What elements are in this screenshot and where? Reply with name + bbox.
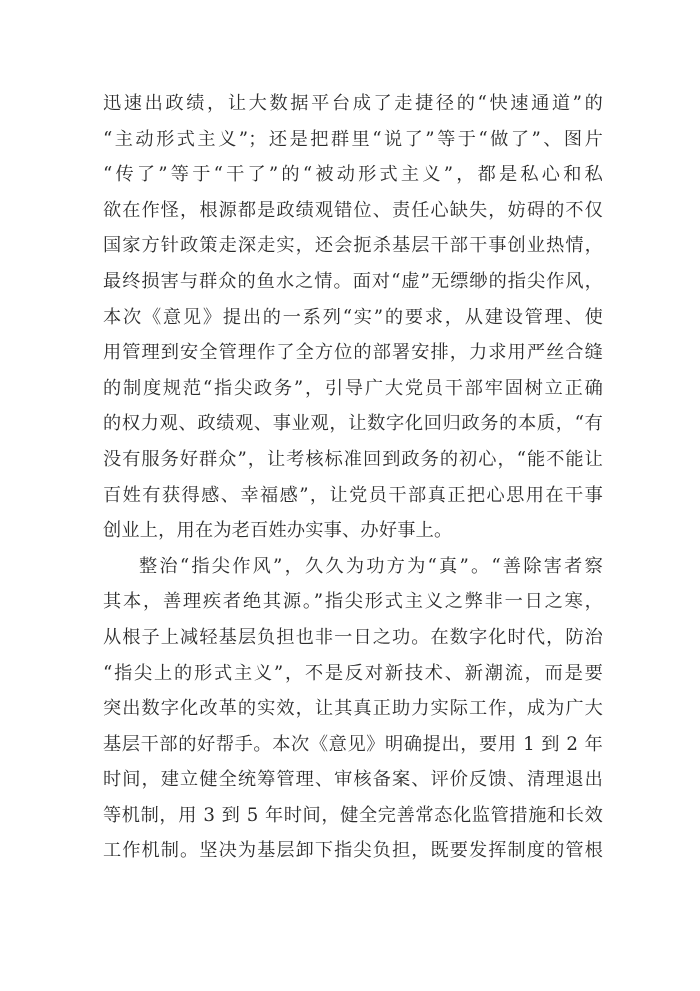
text-line: 其本，善理疾者绝其源。”指尖形式主义之弊非一日之寒， bbox=[103, 591, 603, 613]
text-line: 的权力观、政绩观、事业观，让数字化回归政务的本质，“有 bbox=[103, 413, 603, 435]
text-line: 最终损害与群众的鱼水之情。面对“虚”无缥缈的指尖作风， bbox=[103, 270, 603, 292]
text-line: 百姓有获得感、幸福感”，让党员干部真正把心思用在干事 bbox=[103, 484, 603, 506]
text-line: 从根子上减轻基层负担也非一日之功。在数字化时代，防治 bbox=[103, 626, 603, 648]
text-line: 迅速出政绩，让大数据平台成了走捷径的“快速通道”的 bbox=[103, 93, 603, 114]
paragraph-2 bbox=[103, 549, 603, 869]
text-line: 的制度规范“指尖政务”，引导广大党员干部牢固树立正确 bbox=[103, 377, 603, 399]
text-line: “主动形式主义”；还是把群里“说了”等于“做了”、图片 bbox=[103, 128, 603, 150]
text-line: 欲在作怪，根源都是政绩观错位、责任心缺失，妨碍的不仅 bbox=[103, 199, 603, 221]
body-text bbox=[103, 86, 603, 869]
text-line: 没有服务好群众”，让考核标准回到政务的初心，“能不能让 bbox=[103, 448, 603, 470]
text-line: 等机制，用 3 到 5 年时间，健全完善常态化监管措施和长效 bbox=[103, 804, 603, 826]
text-line: “传了”等于“干了”的“被动形式主义”，都是私心和私 bbox=[103, 164, 603, 186]
text-line: 工作机制。坚决为基层卸下指尖负担，既要发挥制度的管根 bbox=[103, 840, 603, 862]
text-line: 用管理到安全管理作了全方位的部署安排，力求用严丝合缝 bbox=[103, 342, 603, 364]
text-line-indented: 整治“指尖作风”，久久为功方为“真”。“善除害者察 bbox=[139, 555, 603, 577]
paragraph-1 bbox=[103, 86, 603, 549]
text-line: 本次《意见》提出的一系列“实”的要求，从建设管理、使 bbox=[103, 306, 603, 328]
text-line: 国家方针政策走深走实，还会扼杀基层干部干事创业热情， bbox=[103, 235, 603, 257]
text-line: 突出数字化改革的实效，让其真正助力实际工作，成为广大 bbox=[103, 698, 603, 720]
text-line: 时间，建立健全统筹管理、审核备案、评价反馈、清理退出 bbox=[103, 769, 603, 791]
text-line: 创业上，用在为老百姓办实事、办好事上。 bbox=[103, 520, 453, 542]
text-line: “指尖上的形式主义”，不是反对新技术、新潮流，而是要 bbox=[103, 662, 603, 684]
text-line: 基层干部的好帮手。本次《意见》明确提出，要用 1 到 2 年 bbox=[103, 733, 603, 755]
